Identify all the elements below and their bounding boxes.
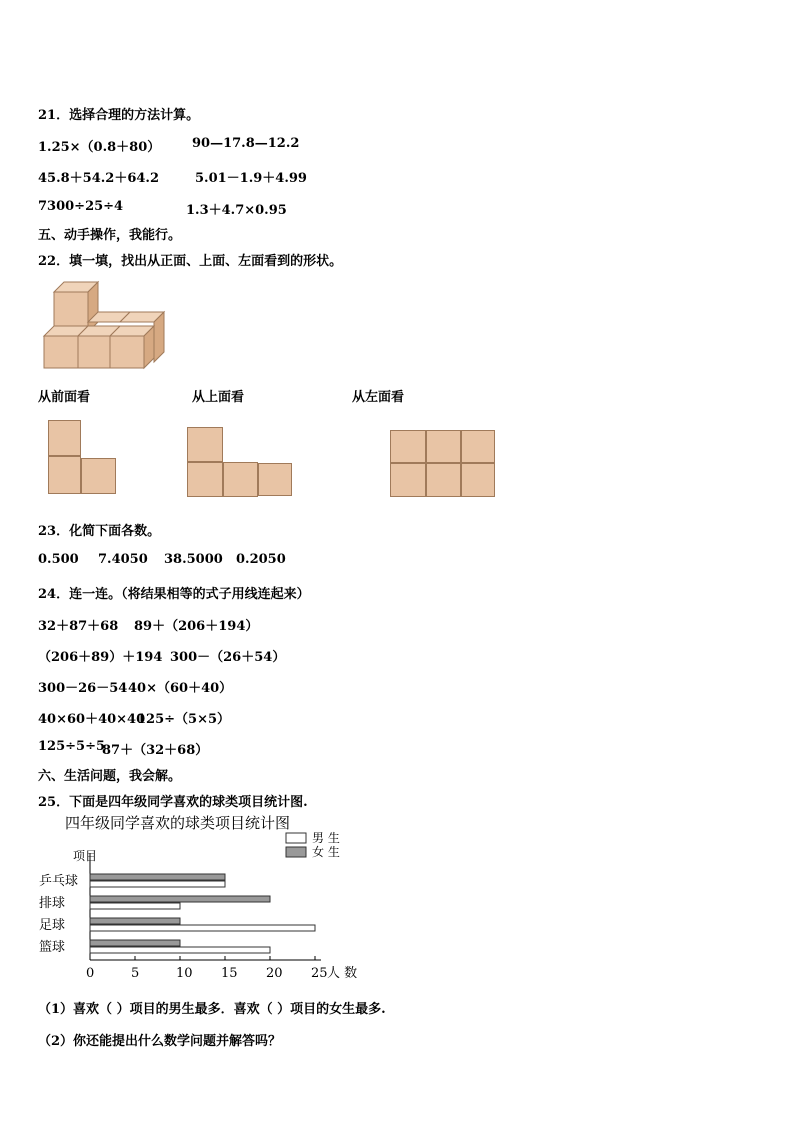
q23-title: 23．化简下面各数。 <box>38 524 161 539</box>
x-tick-label: 20 <box>266 966 283 981</box>
q22-title: 22．填一填，找出从正面、上面、左面看到的形状。 <box>38 254 343 269</box>
q24-left-expr: 40×60＋40×40 <box>38 712 146 727</box>
view-left-label: 从左面看 <box>352 390 405 405</box>
y-axis-label: 项目 <box>73 849 98 863</box>
chart-title: 四年级同学喜欢的球类项目统计图 <box>65 814 291 832</box>
q21-expr: 90—17.8—12.2 <box>192 136 300 151</box>
bar-male <box>90 903 180 909</box>
view-front-label: 从前面看 <box>38 390 91 405</box>
bar-female <box>90 940 180 946</box>
q21-expr: 1.3＋4.7×0.95 <box>186 203 287 218</box>
legend-swatch <box>286 833 306 843</box>
legend-label: 女 生 <box>312 845 340 859</box>
q25-part1: （1）喜欢（ ）项目的男生最多．喜欢（ ）项目的女生最多. <box>38 1002 386 1017</box>
q21-title: 21．选择合理的方法计算。 <box>38 108 200 123</box>
q24-left-expr: 32＋87＋68 <box>38 619 119 634</box>
q23-number: 38.5000 <box>164 552 223 567</box>
bar-male <box>90 925 315 931</box>
q23-number: 7.4050 <box>98 552 148 567</box>
ball-sports-bar-chart <box>30 808 360 988</box>
cube-stack-figure <box>40 278 172 370</box>
q23-number: 0.500 <box>38 552 79 567</box>
legend-label: 男 生 <box>312 831 340 845</box>
view-top-label: 从上面看 <box>192 390 245 405</box>
q24-right-expr: 40×（60＋40） <box>128 681 233 696</box>
category-label: 足球 <box>39 918 66 933</box>
q24-right-expr: 125÷（5×5） <box>137 712 231 727</box>
q24-left-expr: 300－26－54 <box>38 681 128 696</box>
category-label: 篮球 <box>39 940 66 955</box>
x-axis-label: 人 数 <box>327 966 358 981</box>
x-tick-label: 25 <box>311 966 328 981</box>
q21-expr: 5.01－1.9＋4.99 <box>195 171 307 186</box>
q21-expr: 1.25×（0.8＋80） <box>38 140 161 155</box>
x-tick-label: 15 <box>221 966 238 981</box>
x-tick-label: 5 <box>131 966 140 981</box>
x-tick-label: 0 <box>86 966 95 981</box>
q25-title: 25．下面是四年级同学喜欢的球类项目统计图. <box>38 795 308 810</box>
bar-female <box>90 918 180 924</box>
q24-title: 24．连一连。（将结果相等的式子用线连起来） <box>38 587 310 602</box>
q25-part2: （2）你还能提出什么数学问题并解答吗？ <box>38 1034 282 1049</box>
q23-number: 0.2050 <box>236 552 286 567</box>
q24-left-expr: 125÷5÷5 <box>38 739 106 754</box>
bar-male <box>90 881 225 887</box>
q24-right-expr: 89＋（206＋194） <box>134 619 259 634</box>
bar-female <box>90 896 270 902</box>
q24-right-expr: 87＋（32＋68） <box>102 743 209 758</box>
q21-expr: 45.8＋54.2＋64.2 <box>38 171 159 186</box>
bar-male <box>90 947 270 953</box>
category-label: 乒乓球 <box>39 874 79 889</box>
q21-expr: 7300÷25÷4 <box>38 199 124 214</box>
section-6-heading: 六、生活问题，我会解。 <box>38 769 182 784</box>
q24-left-expr: （206＋89）＋194 <box>38 650 163 665</box>
x-tick-label: 10 <box>176 966 193 981</box>
category-label: 排球 <box>39 896 66 911</box>
section-5-heading: 五、动手操作，我能行。 <box>38 228 182 243</box>
legend-swatch <box>286 847 306 857</box>
bar-female <box>90 874 225 880</box>
q24-right-expr: 300－（26＋54） <box>170 650 286 665</box>
